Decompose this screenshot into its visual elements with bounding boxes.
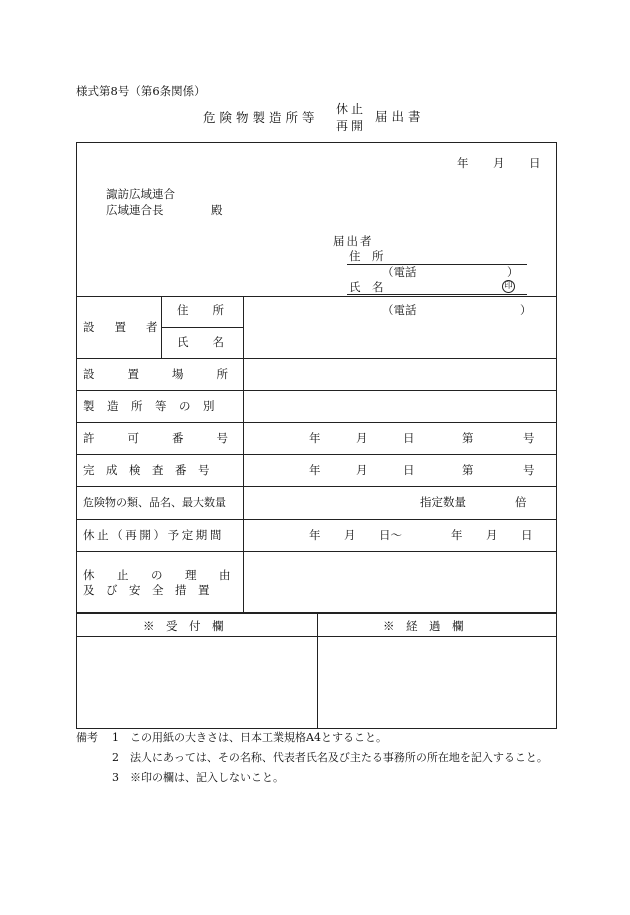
facility-type-label: 製造所等の別 xyxy=(83,399,227,413)
form-number: 様式第8号（第6条関係） xyxy=(76,84,206,98)
date-day: 日 xyxy=(529,156,541,170)
facility-type-field[interactable] xyxy=(244,391,556,422)
location-field[interactable] xyxy=(244,359,556,390)
permit-number-label: 許可番号 xyxy=(83,431,261,445)
note-text: 法人にあっては、その名称、代表者氏名及び主たる事務所の所在地を記入すること。 xyxy=(130,751,548,764)
addressee-line1: 諏訪広域連合 xyxy=(106,187,175,201)
progress-label: ※ 経 過 欄 xyxy=(383,619,464,633)
inspection-year: 年 xyxy=(309,463,321,477)
date-year: 年 xyxy=(457,156,469,170)
note-text: ※印の欄は、記入しないこと。 xyxy=(130,771,284,784)
submitter-address-line[interactable] xyxy=(347,264,527,265)
reason-label-2: 及び安全措置 xyxy=(83,583,221,597)
installer-name-label: 氏名 xyxy=(177,335,248,349)
date-month: 月 xyxy=(493,156,505,170)
inspection-month: 月 xyxy=(356,463,368,477)
title-stack xyxy=(333,101,369,135)
permit-year: 年 xyxy=(309,431,321,445)
installer-address-field[interactable] xyxy=(244,297,556,327)
title-stack-bottom: 再開 xyxy=(335,119,366,133)
submitter-phone-close: ） xyxy=(507,265,519,279)
inspection-no-suffix: 号 xyxy=(523,463,535,477)
note-text: この用紙の大きさは、日本工業規格A4とすること。 xyxy=(130,731,387,744)
title-end: 届出書 xyxy=(375,109,425,124)
row-line xyxy=(77,422,556,423)
row-line xyxy=(77,454,556,455)
submitter-label: 届出者 xyxy=(333,234,374,248)
reception-box xyxy=(77,637,317,728)
title-main: 危険物製造所等 xyxy=(203,110,319,125)
permit-no-suffix: 号 xyxy=(523,431,535,445)
installer-address-label: 住所 xyxy=(177,303,248,317)
installer-phone-close: ） xyxy=(520,303,532,317)
hazmat-label: 危険物の類、品名、最大数量 xyxy=(83,496,226,509)
times-label: 倍 xyxy=(515,495,527,509)
location-label: 設置場所 xyxy=(83,367,261,381)
period-end-month: 月 xyxy=(486,528,498,542)
title-stack-top: 休止 xyxy=(335,102,366,116)
addressee-line2: 広域連合長 xyxy=(106,203,164,217)
addressee-honorific: 殿 xyxy=(211,203,223,217)
submitter-name-line[interactable] xyxy=(347,294,527,295)
submitter-name-label: 氏 名 xyxy=(349,280,384,294)
permit-day: 日 xyxy=(403,431,415,445)
row-line xyxy=(77,519,556,520)
inspection-day: 日 xyxy=(403,463,415,477)
installer-label xyxy=(83,320,178,334)
reason-label-1: 休止の理由 xyxy=(83,568,253,582)
designated-qty-label: 指定数量 xyxy=(420,495,466,509)
notes-heading: 備考 xyxy=(76,731,98,744)
installer-label-text: 設置者 xyxy=(83,320,178,334)
seal-mark-icon: 印 xyxy=(502,280,515,293)
inspection-no-prefix: 第 xyxy=(462,463,474,477)
progress-box xyxy=(318,637,556,728)
period-start-day: 日～ xyxy=(379,528,402,542)
reception-label: ※ 受 付 欄 xyxy=(143,619,224,633)
note-num: 3 xyxy=(112,771,119,784)
installer-name-field[interactable] xyxy=(244,328,556,358)
reason-field[interactable] xyxy=(244,552,556,611)
submitter-phone-open: （電話 xyxy=(382,265,417,279)
period-end-year: 年 xyxy=(451,528,463,542)
row-line xyxy=(77,486,556,487)
permit-month: 月 xyxy=(356,431,368,445)
permit-no-prefix: 第 xyxy=(462,431,474,445)
note-num: 1 xyxy=(112,731,119,744)
note-num: 2 xyxy=(112,751,119,764)
period-end-day: 日 xyxy=(521,528,533,542)
submitter-address-label: 住 所 xyxy=(349,249,384,263)
installer-phone-open: （電話 xyxy=(382,303,417,317)
period-start-year: 年 xyxy=(309,528,321,542)
inspection-number-label: 完成検査番号 xyxy=(83,463,221,477)
period-start-month: 月 xyxy=(344,528,356,542)
period-label: 休止（再開）予定期間 xyxy=(83,528,224,542)
form-frame xyxy=(76,142,557,729)
